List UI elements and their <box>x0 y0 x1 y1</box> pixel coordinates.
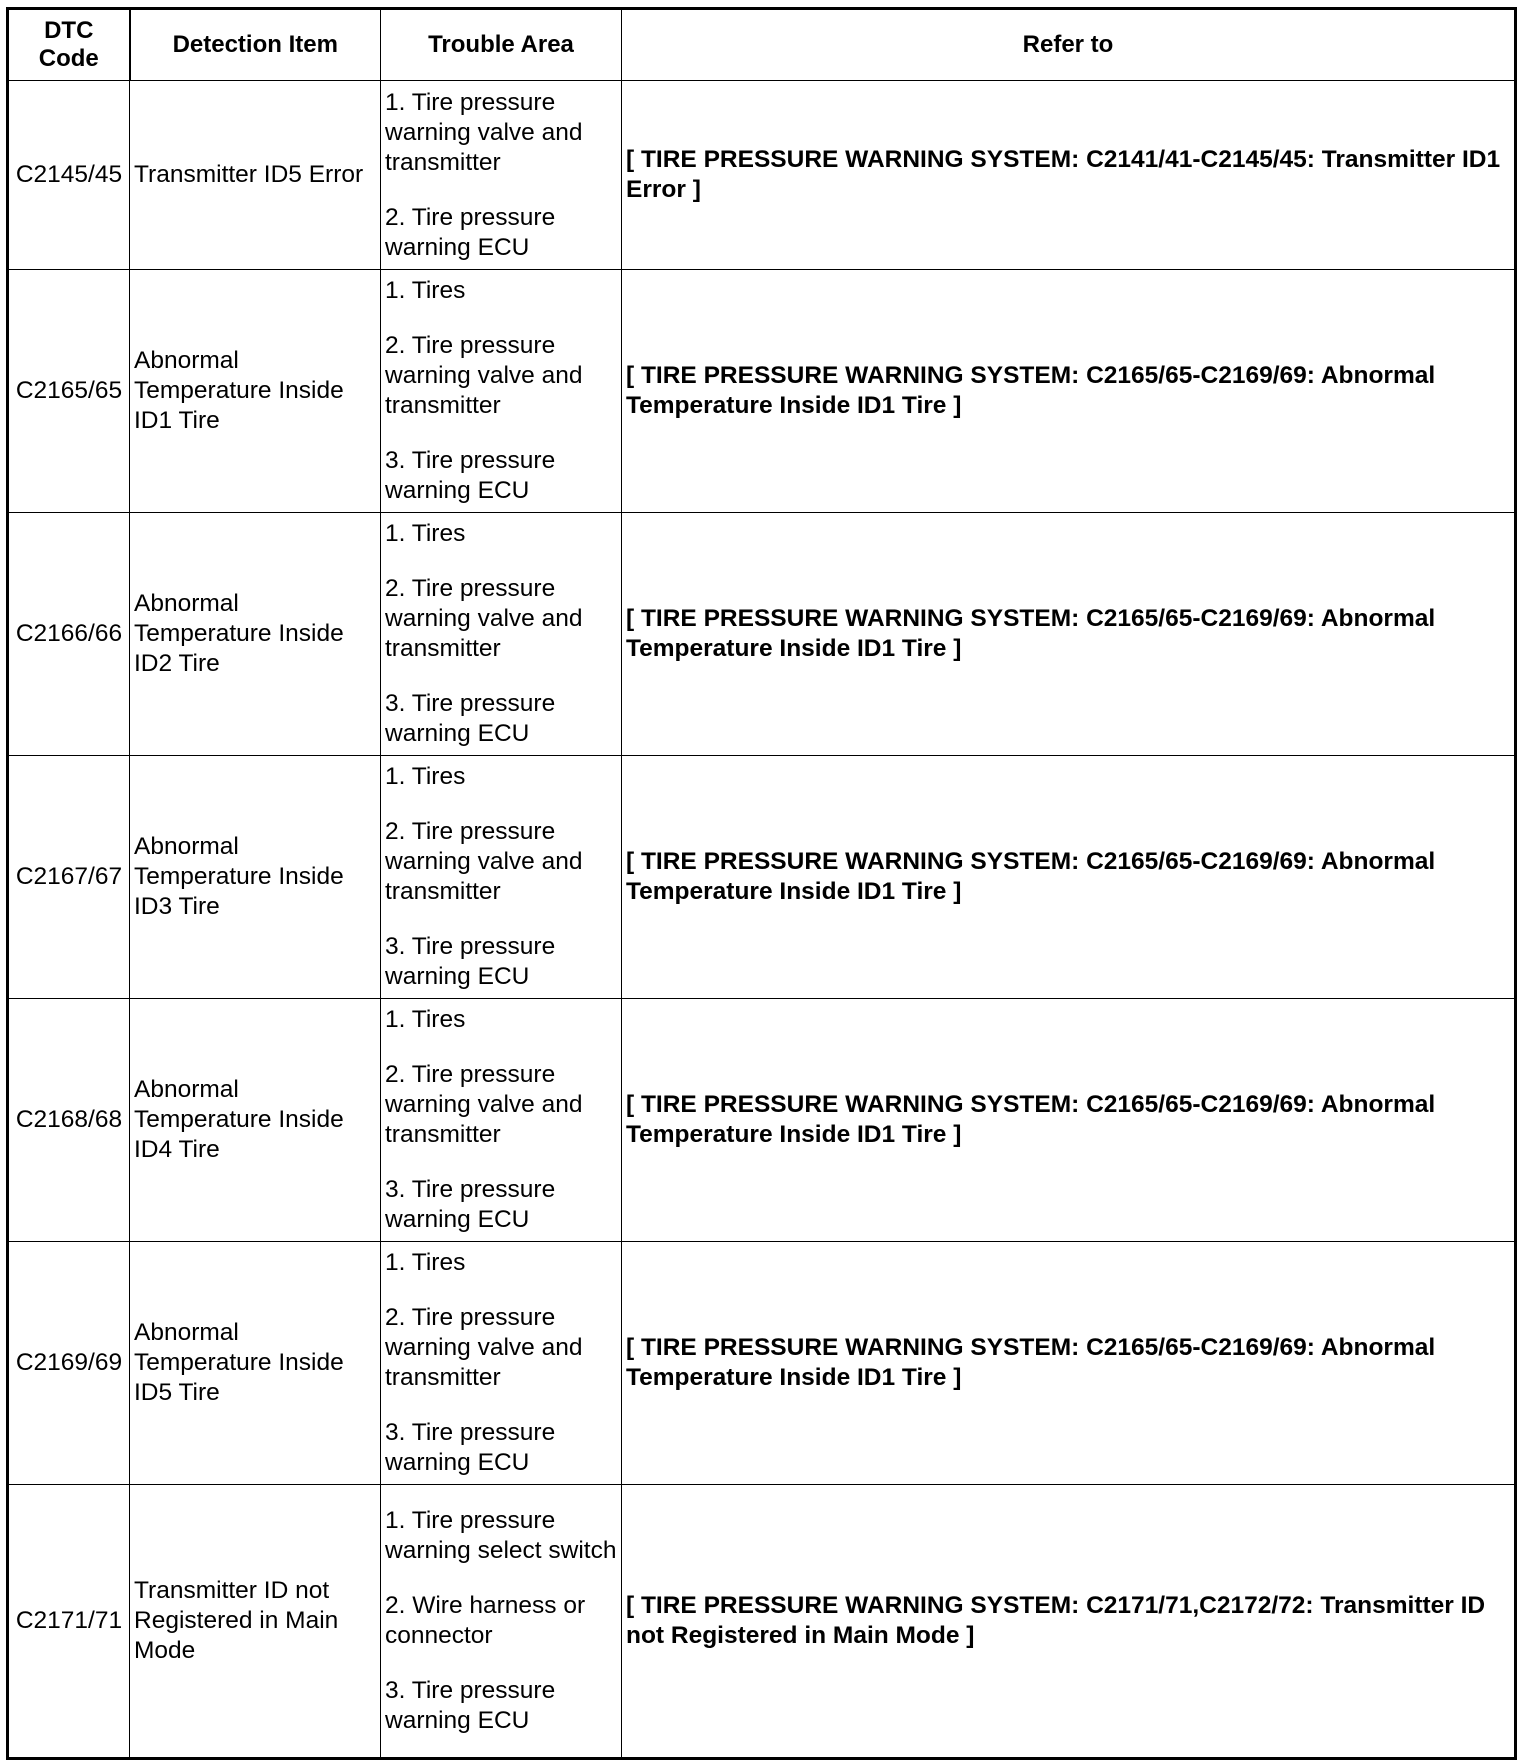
trouble-area-item: 3. Tire pressure warning ECU <box>385 1677 556 1734</box>
trouble-area-cell <box>381 1485 622 1759</box>
trouble-area-item: 2. Tire pressure warning valve and transmitter <box>385 1304 583 1391</box>
trouble-area-cell <box>381 81 622 270</box>
trouble-area-item: 3. Tire pressure warning ECU <box>385 690 556 747</box>
refer-to-link[interactable]: [ TIRE PRESSURE WARNING SYSTEM: C2165/65-C2169/69: Abnormal Temperature Inside ID1 Tire ] <box>622 999 1516 1242</box>
trouble-area-item: 1. Tire pressure warning valve and transmitter <box>385 88 583 176</box>
dtc-code-cell: C2145/45 <box>8 81 130 270</box>
header-dtc-code <box>8 9 130 81</box>
table-row <box>8 999 1516 1242</box>
dtc-code-cell: C2171/71 <box>8 1485 130 1759</box>
refer-to-link[interactable]: [ TIRE PRESSURE WARNING SYSTEM: C2171/71,C2172/72: Transmitter ID not Registered in Main Mode ] <box>622 1485 1516 1759</box>
trouble-area-cell <box>381 999 622 1242</box>
trouble-area-item: 3. Tire pressure warning ECU <box>385 1419 556 1476</box>
dtc-table <box>6 7 1517 1760</box>
trouble-area-item: 2. Wire harness or connector <box>385 1592 586 1649</box>
trouble-area-item: 1. Tires <box>385 277 466 304</box>
detection-item-cell: Transmitter ID not Registered in Main Mode <box>130 1485 381 1759</box>
trouble-area-item: 3. Tire pressure warning ECU <box>385 447 556 504</box>
table-row <box>8 1485 1516 1759</box>
trouble-area-item: 2. Tire pressure warning valve and transmitter <box>385 332 583 419</box>
trouble-area-item: 2. Tire pressure warning valve and transmitter <box>385 818 583 905</box>
trouble-area-item: 1. Tires <box>385 763 466 790</box>
trouble-area-item: 3. Tire pressure warning ECU <box>385 1176 556 1233</box>
detection-item-cell: Abnormal Temperature Inside ID5 Tire <box>130 1242 381 1485</box>
header-row <box>8 9 1516 81</box>
table-row <box>8 81 1516 270</box>
table-row <box>8 1242 1516 1485</box>
header-dtc-code-line1: DTC <box>44 17 94 44</box>
header-dtc-code-line2: Code <box>38 45 99 72</box>
header-refer-to: Refer to <box>622 9 1516 81</box>
detection-item-cell: Abnormal Temperature Inside ID1 Tire <box>130 270 381 513</box>
detection-item-cell: Abnormal Temperature Inside ID3 Tire <box>130 756 381 999</box>
trouble-area-item: 2. Tire pressure warning valve and transmitter <box>385 575 583 662</box>
trouble-area-cell <box>381 1242 622 1485</box>
detection-item-cell: Transmitter ID5 Error <box>130 81 381 270</box>
trouble-area-item: 1. Tires <box>385 1249 466 1276</box>
table-row <box>8 756 1516 999</box>
refer-to-link[interactable]: [ TIRE PRESSURE WARNING SYSTEM: C2165/65-C2169/69: Abnormal Temperature Inside ID1 Tire ] <box>622 1242 1516 1485</box>
refer-to-link[interactable]: [ TIRE PRESSURE WARNING SYSTEM: C2141/41-C2145/45: Transmitter ID1 Error ] <box>622 81 1516 270</box>
trouble-area-item: 2. Tire pressure warning valve and transmitter <box>385 1061 583 1148</box>
refer-to-link[interactable]: [ TIRE PRESSURE WARNING SYSTEM: C2165/65-C2169/69: Abnormal Temperature Inside ID1 Tire ] <box>622 756 1516 999</box>
trouble-area-item: 1. Tire pressure warning select switch <box>385 1507 617 1564</box>
dtc-code-cell: C2165/65 <box>8 270 130 513</box>
trouble-area-item: 3. Tire pressure warning ECU <box>385 933 556 990</box>
dtc-code-cell: C2169/69 <box>8 1242 130 1485</box>
dtc-code-cell: C2167/67 <box>8 756 130 999</box>
table-row <box>8 513 1516 756</box>
trouble-area-item: 1. Tires <box>385 520 466 547</box>
refer-to-link[interactable]: [ TIRE PRESSURE WARNING SYSTEM: C2165/65-C2169/69: Abnormal Temperature Inside ID1 Tire ] <box>622 513 1516 756</box>
table-row <box>8 270 1516 513</box>
trouble-area-cell <box>381 513 622 756</box>
header-trouble-area: Trouble Area <box>381 9 622 81</box>
header-detection-item: Detection Item <box>130 9 381 81</box>
dtc-code-cell: C2168/68 <box>8 999 130 1242</box>
detection-item-cell: Abnormal Temperature Inside ID2 Tire <box>130 513 381 756</box>
detection-item-cell: Abnormal Temperature Inside ID4 Tire <box>130 999 381 1242</box>
trouble-area-item: 1. Tires <box>385 1006 466 1033</box>
trouble-area-cell <box>381 756 622 999</box>
trouble-area-cell <box>381 270 622 513</box>
dtc-code-cell: C2166/66 <box>8 513 130 756</box>
refer-to-link[interactable]: [ TIRE PRESSURE WARNING SYSTEM: C2165/65-C2169/69: Abnormal Temperature Inside ID1 Tire ] <box>622 270 1516 513</box>
trouble-area-item: 2. Tire pressure warning ECU <box>385 203 556 261</box>
